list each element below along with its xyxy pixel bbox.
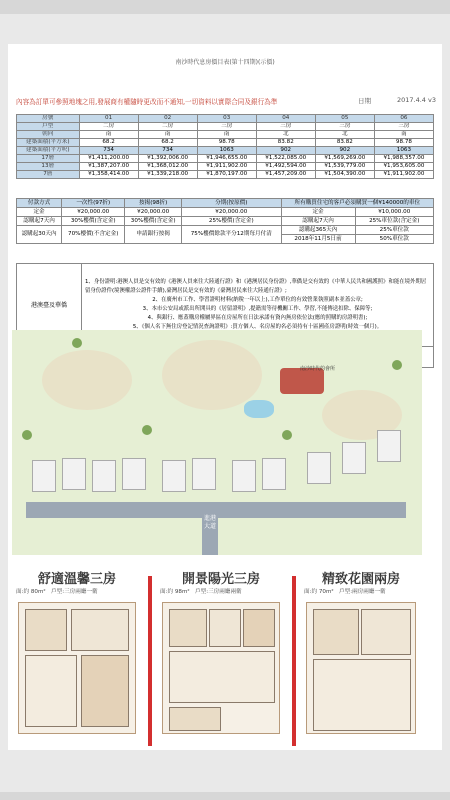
floorplan-name: 舒適溫馨三房 [37,572,116,587]
units-cell: 二房 [79,123,138,131]
road-label: 進港大道 [204,515,217,530]
units-cell: ¥1,358,414.00 [79,171,138,179]
requirement-item: 5、《個人名下無住房登記情況查詢證明》:買方個人、名房屋的名必須持有十區國產房證明(時效一個月)。 [132,324,383,330]
units-row [17,163,434,171]
units-cell: ¥1,911,902.00 [374,171,433,179]
residential-tower [192,458,216,490]
payment-cell: 25%樓價(含定金) [181,217,281,226]
payment-cell: 30%樓價(含定金) [62,217,125,226]
payment-cell: 認購起30天內 [17,226,62,244]
units-cell: 902 [315,147,374,155]
units-cell: 06 [374,115,433,123]
units-cell: 98.78 [374,139,433,147]
payment-cell: 認購起7天內 [17,217,62,226]
residential-tower [62,458,86,490]
date-value: 2017.4.4 v3 [397,96,436,104]
units-price-table [16,114,434,179]
units-cell: ¥1,911,902.00 [197,163,256,171]
payment-cell: 25%車位款 [355,226,434,235]
units-cell: 83.82 [315,139,374,147]
payment-cell: ¥10,000.00 [355,208,434,217]
disclaimer-notice: 內容為訂單可參照地塊之用,發展商有權隨時更改而不通知,一切資料以實際合同及銀行為準 [16,98,278,106]
payment-cell: 75%樓價餘款平分12期每月付清 [181,226,281,244]
room [71,609,129,651]
payment-header-cell: 分期(按原價) [181,199,281,208]
residential-tower [92,460,116,492]
units-cell: 01 [79,115,138,123]
payment-cell: 定金 [281,208,355,217]
floorplan-name: 開景陽光三房 [181,572,260,587]
swimming-pool [244,400,274,418]
floorplan-section [12,568,422,740]
units-cell: 南 [374,131,433,139]
units-cell: 南 [79,131,138,139]
units-cell: 北 [315,131,374,139]
units-row [17,139,434,147]
units-cell: ¥1,522,085.00 [256,155,315,163]
requirement-item: 3、本市公安局或派出所開具的《居留證明》,提籍需等待機關工作、學習,不能傳送扣除、保障等; [142,306,373,312]
units-cell: ¥1,387,207.00 [79,163,138,171]
residential-tower [342,442,366,474]
landscape-plaza [162,340,262,410]
units-row-label: 13層 [17,163,80,171]
payment-cell: 50%車位款 [355,235,434,244]
floorplan-drawing [18,602,136,734]
room [361,609,411,655]
payment-cell: 申請銀行按揭 [125,226,182,244]
requirement-item: 2、在廣州市工作、學習證明材料(納稅一年以上),工作單位的有效營業執照副本並蓋公章; [152,297,363,303]
units-cell: 902 [256,147,315,155]
payment-cell: ¥20,000.00 [125,208,182,217]
floorplan-card [12,568,142,740]
floorplan-type: 戶型:三房兩廳兩衛 [195,589,242,595]
room [81,655,129,727]
units-cell: ¥1,569,269.00 [315,155,374,163]
units-cell: 二房 [138,123,197,131]
residential-tower [307,452,331,484]
tree [72,338,82,348]
tree [282,430,292,440]
room [209,609,241,647]
units-cell: 1063 [197,147,256,155]
landscape-plaza [42,350,132,410]
units-cell: 1063 [374,147,433,155]
units-cell: 68.2 [79,139,138,147]
payment-cell: 定金 [17,208,62,217]
units-cell: ¥1,411,200.00 [79,155,138,163]
units-cell: ¥1,946,655.00 [197,155,256,163]
units-row-label: 戶型 [17,123,80,131]
units-row [17,123,434,131]
floorplan-details [304,587,386,595]
units-row [17,115,434,123]
payment-cell: 70%樓價(不含定金) [62,226,125,244]
units-row [17,147,434,155]
payment-header-cell: 所有購買住宅的客戶必須購買一個¥140000的車位 [281,199,433,208]
units-cell: 734 [79,147,138,155]
payment-header-cell: 一次性(97折) [62,199,125,208]
tree [392,360,402,370]
payment-row-deposit [17,208,434,217]
units-cell: ¥1,339,218.00 [138,171,197,179]
bottom-bar [0,792,450,800]
requirement-item: 1、身份證明:港澳人員是交有效的《港澳人員來往大陸通行證》和《港澳居民身份證》,華僑是交有效的《中華人民共和國護照》和能在境外期居留身份證件(境澳權證公證件手續),臺灣居民是交有效的《臺灣居民來往大陸通行證》; [85,279,427,294]
room [25,609,67,651]
residential-tower [122,458,146,490]
floorplan-details [16,587,98,595]
residential-tower [232,460,256,492]
floorplan-type: 戶型:兩房兩廳一衛 [339,589,386,595]
payment-cell: 認購起7天內 [281,217,355,226]
document-title: 南沙時代息房價目表(第十四期)(示價) [175,59,275,66]
units-cell: 南 [138,131,197,139]
units-cell: 三房 [256,123,315,131]
units-cell: 04 [256,115,315,123]
units-row-label: 朝向 [17,131,80,139]
payment-cell: ¥20,000.00 [181,208,281,217]
payment-cell: 2018年11月5日前 [281,235,355,244]
top-bar [0,0,450,14]
units-cell: ¥1,988,357.00 [374,155,433,163]
units-row-label: 建築面積(平方米) [17,139,80,147]
units-cell: 83.82 [256,139,315,147]
units-cell: 68.2 [138,139,197,147]
units-row-label: 7層 [17,171,80,179]
units-row [17,155,434,163]
requirement-item: 4、與銀行、應蓋購房權屬界區在房屋所在日法承諾有資內無房依位法(應的照購的房證明書); [147,315,368,321]
payment-terms-table [16,198,434,244]
floorplan-area: 面:約 80m² [16,589,46,595]
units-cell: 98.78 [197,139,256,147]
floorplan-area: 面:約 98m² [160,589,190,595]
units-cell: ¥1,492,594.00 [256,163,315,171]
site-plan-image [12,330,422,555]
payment-cell: 認購起365天內 [281,226,355,235]
requirements-label: 港澳臺及華僑 [17,264,82,347]
room [169,707,221,731]
floorplan-name: 精致花園兩房 [321,572,400,587]
units-cell: ¥1,953,605.00 [374,163,433,171]
units-cell: 02 [138,115,197,123]
units-cell: ¥1,870,197.00 [197,171,256,179]
room [313,609,359,655]
room [169,609,207,647]
units-row [17,171,434,179]
units-row-label: 建築面積(平方呎) [17,147,80,155]
payment-header-row [17,199,434,208]
date-block [358,96,436,105]
clubhouse-label: 南沙時代的會所 [300,366,336,372]
floorplan-card [156,568,286,740]
units-cell: 03 [197,115,256,123]
units-cell: 05 [315,115,374,123]
units-cell: 南 [197,131,256,139]
floorplan-card [300,568,422,740]
payment-header-cell: 按揭(98折) [125,199,182,208]
residential-tower [262,458,286,490]
room [169,651,275,703]
residential-tower [377,430,401,462]
tree [142,425,152,435]
units-cell: ¥1,539,779.00 [315,163,374,171]
room [25,655,77,727]
floorplan-drawing [306,602,416,734]
section-divider [148,576,152,746]
residential-tower [32,460,56,492]
units-cell: ¥1,504,390.00 [315,171,374,179]
payment-row-30days [17,226,434,235]
payment-cell: 30%樓價(含定金) [125,217,182,226]
units-row-label: 17層 [17,155,80,163]
floorplan-area: 面:約 70m² [304,589,334,595]
section-divider [292,576,296,746]
units-cell: 734 [138,147,197,155]
units-cell: ¥1,457,209.00 [256,171,315,179]
payment-cell: ¥20,000.00 [62,208,125,217]
residential-tower [162,460,186,492]
units-cell: 三房 [374,123,433,131]
payment-row-7days [17,217,434,226]
date-label: 日期 [358,97,371,105]
units-cell: ¥1,368,012.00 [138,163,197,171]
payment-cell: 25%車位款(含定金) [355,217,434,226]
floorplan-drawing [162,602,280,734]
units-row [17,131,434,139]
units-row-label: 房號 [17,115,80,123]
units-cell: 三房 [315,123,374,131]
tree [22,430,32,440]
units-cell: 北 [256,131,315,139]
floorplan-details [160,587,242,595]
floorplan-type: 戶型:三房兩廳一衛 [51,589,98,595]
room [313,659,411,731]
payment-header-cell: 付款方式 [17,199,62,208]
units-cell: ¥1,392,006.00 [138,155,197,163]
units-cell: 三房 [197,123,256,131]
room [243,609,275,647]
